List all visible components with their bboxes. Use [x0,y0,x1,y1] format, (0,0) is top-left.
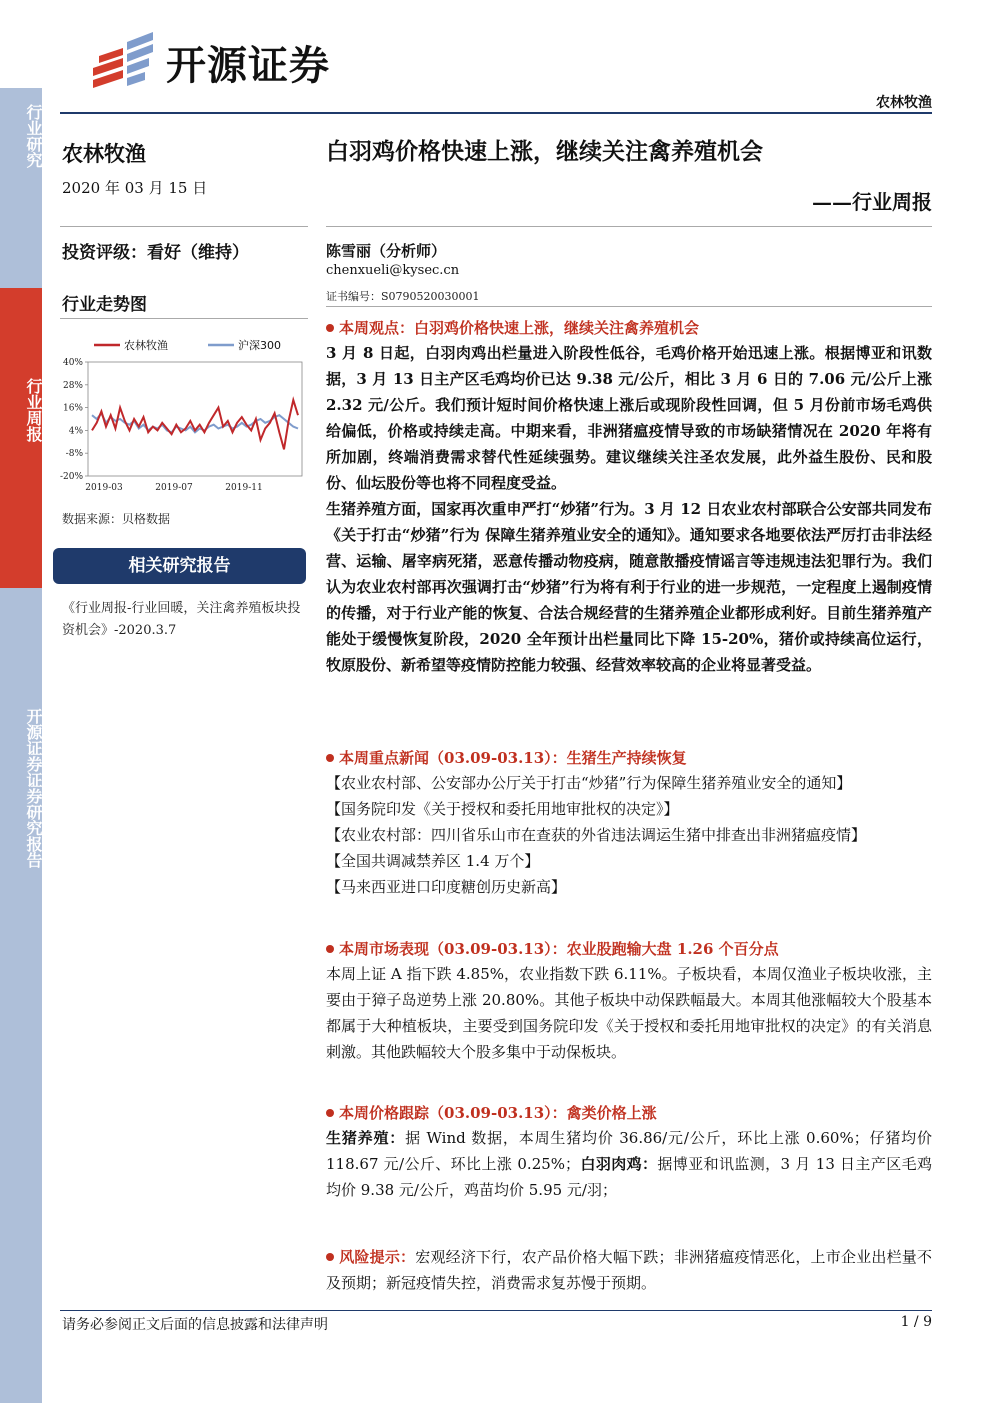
bullet-icon [326,945,334,953]
news-item: 【马来西亚进口印度糖创历史新高】 [326,878,567,896]
related-reports-header: 相关研究报告 [53,548,306,584]
header-divider [60,112,932,114]
section-price-tracking [326,1101,932,1203]
section-risk [326,1244,932,1296]
footer-disclaimer: 请务必参阅正文后面的信息披露和法律声明 [62,1317,328,1333]
logo-mark-icon [87,28,157,90]
chart-source: 数据来源：贝格数据 [62,512,171,526]
y-tick-label: 28% [62,380,83,391]
x-tick-label: 2019-03 [85,483,123,493]
section-key-news [326,746,932,900]
section-heading: 本周观点：白羽鸡价格快速上涨，继续关注禽养殖机会 [326,316,932,340]
section-heading: 本周市场表现（03.09-03.13）：农业股跑输大盘 1.26 个百分点 [326,937,932,961]
right-divider [326,226,932,227]
series-line-agri [92,400,298,449]
sidebar-bottom-label: 开源证券证券研究报告 [24,708,43,868]
report-title: 白羽鸡价格快速上涨，继续关注禽养殖机会 [326,138,763,165]
paragraph: 本周上证 A 指下跌 4.85%，农业指数下跌 6.11%。子板块看，本周仅渔业子板块收涨，主要由于獐子岛逆势上涨 20.80%。其他子板块中动保跌幅最大。本周其他涨幅较大个股基本都属于大种植板块，主要受到国务院印发《关于授权和委托用地审批权的决定》的有关消息刺激。其他跌幅较大个股多集中于动保板块。 [326,965,932,1061]
bullet-icon [326,1109,334,1117]
analyst-name: 陈雪丽（分析师） [326,242,447,260]
section-heading: 本周价格跟踪（03.09-03.13）：禽类价格上涨 [326,1101,932,1125]
header-category: 农林牧渔 [876,95,932,111]
bullet-icon [326,754,334,762]
related-report-link[interactable]: 《行业周报-行业回暖，关注禽养殖板块投资机会》-2020.3.7 [62,601,301,638]
section-weekly-view [326,316,932,678]
x-tick-label: 2019-07 [155,483,193,493]
y-tick-label: 40% [62,358,83,368]
legend-label: 农林牧渔 [124,339,168,352]
report-date: 2020 年 03 月 15 日 [62,179,208,197]
report-subtitle: ——行业周报 [812,190,932,214]
y-tick-label: 4% [68,426,83,437]
sidebar-top-label: 行业研究 [24,104,43,168]
paragraph: 生猪养殖方面，国家再次重申严打“炒猪”行为。3 月 12 日农业农村部联合公安部共同发布《关于打击“炒猪”行为 保障生猪养殖业安全的通知》。通知要求各地要依法严厉打击非法经营、运输、屠宰病死猪，恶意传播动物疫病，随意散播疫情谣言等违规违法犯罪行为。我们认为农业农村部再次强调打击“炒猪”行为将有利于行业的进一步规范，一定程度上遏制疫情的传播，对于行业产能的恢复、合法合规经营的生猪养殖企业都形成利好。目前生猪养殖产能处于缓慢恢复阶段，2020 全年预计出栏量同比下降 15-20%，猪价或持续高位运行，牧原股份、新希望等疫情防控能力较强、经营效率较高的企业将显著受益。 [326,500,932,674]
analyst-email[interactable]: chenxueli@kysec.cn [326,263,460,278]
right-divider-2 [326,306,932,307]
legend-label: 沪深300 [238,339,281,352]
news-item: 【国务院印发《关于授权和委托用地审批权的决定》】 [326,800,679,818]
bullet-icon [326,1253,334,1261]
paragraph: 风险提示：宏观经济下行，农产品价格大幅下跌；非洲猪瘟疫情恶化，上市企业出栏量不及预期；新冠疫情失控，消费需求复苏慢于预期。 [326,1248,932,1292]
paragraph: 3 月 8 日起，白羽肉鸡出栏量进入阶段性低谷，毛鸡价格开始迅速上涨。根据博亚和讯数据，3 月 13 日主产区毛鸡均价已达 9.38 元/公斤，相比 3 月 6 日的 7.06 元/公斤上涨 2.32 元/公斤。我们预计短时间价格快速上涨后或现阶段性回调，但 5 月份前市场毛鸡供给偏低，价格或持续走高。中期来看，非洲猪瘟疫情导致的市场缺猪情况在 2020 年将有所加剧，终端消费需求替代性延续强势。建议继续关注圣农发展，此外益生股份、民和股份、仙坛股份等也将不同程度受益。 [326,344,932,492]
y-tick-label: -8% [65,449,83,460]
news-item: 【农业农村部、公安部办公厅关于打击“炒猪”行为保障生猪养殖业安全的通知】 [326,774,852,792]
trend-chart-title: 行业走势图 [62,295,147,315]
news-item: 【全国共调减禁养区 1.4 万个】 [326,852,540,870]
paragraph: 生猪养殖：据 Wind 数据，本周生猪均价 36.86/元/公斤，环比上涨 0.60%；仔猪均价 118.67 元/公斤、环比上涨 0.25%；白羽肉鸡：据博亚和讯监测，3 月 13 日主产区毛鸡均价 9.38 元/公斤，鸡苗均价 5.95 元/羽； [326,1129,932,1199]
logo-text: 开源证券 [166,43,330,89]
left-divider-2 [60,318,308,319]
y-tick-label: 16% [62,403,83,414]
industry-trend-chart [56,334,308,496]
footer-divider [60,1310,932,1311]
investment-rating: 投资评级：看好（维持） [62,243,249,263]
page-number: 1 / 9 [900,1314,932,1330]
x-tick-label: 2019-11 [225,483,263,493]
section-market-performance [326,937,932,1065]
left-divider [60,226,308,227]
sidebar-mid-label: 行业周报 [24,378,43,442]
industry-label: 农林牧渔 [62,141,146,166]
news-item: 【农业农村部：四川省乐山市在查获的外省违法调运生猪中排查出非洲猪瘟疫情】 [326,826,867,844]
analyst-cert: 证书编号：S0790520030001 [326,290,480,303]
y-tick-label: -20% [59,472,83,482]
bullet-icon [326,324,334,332]
section-heading: 本周重点新闻（03.09-03.13）：生猪生产持续恢复 [326,746,932,770]
